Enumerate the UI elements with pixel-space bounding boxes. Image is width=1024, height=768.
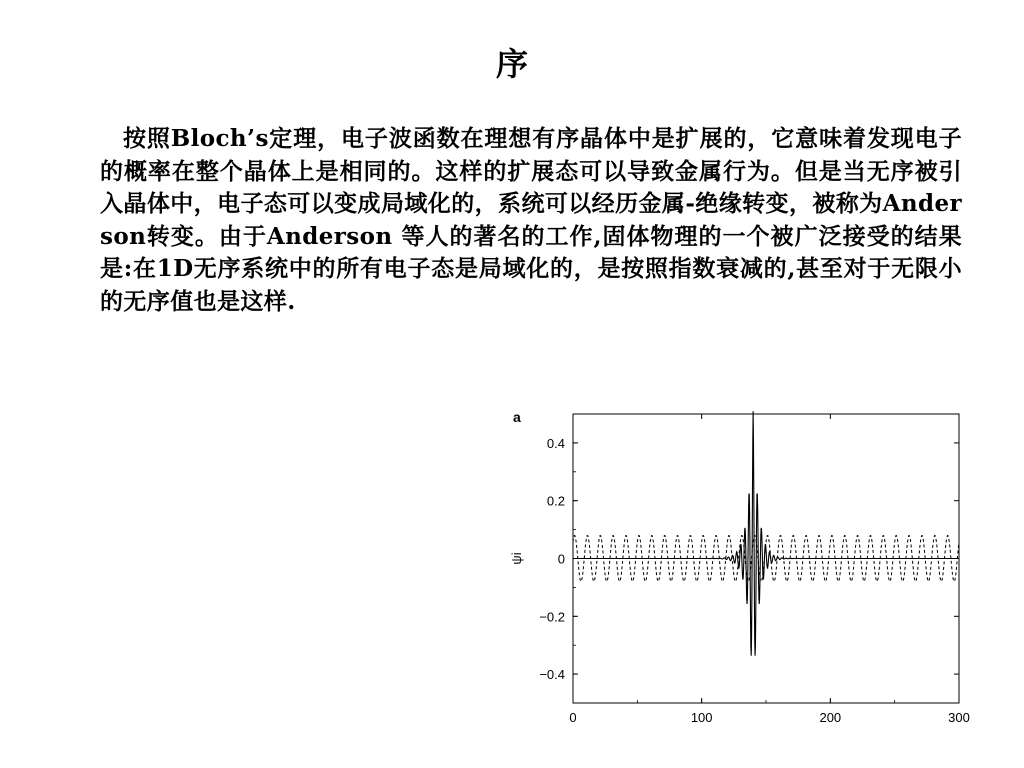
y-axis-label: ψi	[509, 552, 524, 565]
y-tick-label: −0.2	[539, 609, 565, 625]
body-paragraph: 按照Bloch’s定理，电子波函数在理想有序晶体中是扩展的，它意味着发现电子的概率在整个晶体上是相同的。这样的扩展态可以导致金属行为。但是当无序被引入晶体中，电子态可以变成局域化的，系统可以经历金属-绝缘转变，被称为Anderson转变。由于Anderson 等人的著名的工作,固体物理的一个被广泛接受的结果是:在1D无序系统中的所有电子态是局域化的，是按照指数衰减的,甚至对于无限小的无序值也是这样.	[100, 125, 962, 315]
x-tick-label: 200	[819, 710, 842, 725]
y-tick-label: 0.2	[546, 493, 565, 509]
panel-label: a	[513, 409, 521, 425]
wavefunction-plot	[505, 400, 985, 730]
x-tick-label: 100	[690, 710, 713, 725]
series-localized-state	[573, 411, 959, 656]
y-tick-label: 0.4	[546, 435, 565, 451]
x-tick-label: 0	[569, 710, 577, 725]
y-tick-label: −0.4	[539, 667, 565, 683]
slide-title: 序	[495, 45, 528, 83]
x-tick-label: 300	[948, 710, 970, 725]
wavefunction-figure	[505, 400, 985, 730]
y-tick-label: 0	[557, 551, 565, 567]
